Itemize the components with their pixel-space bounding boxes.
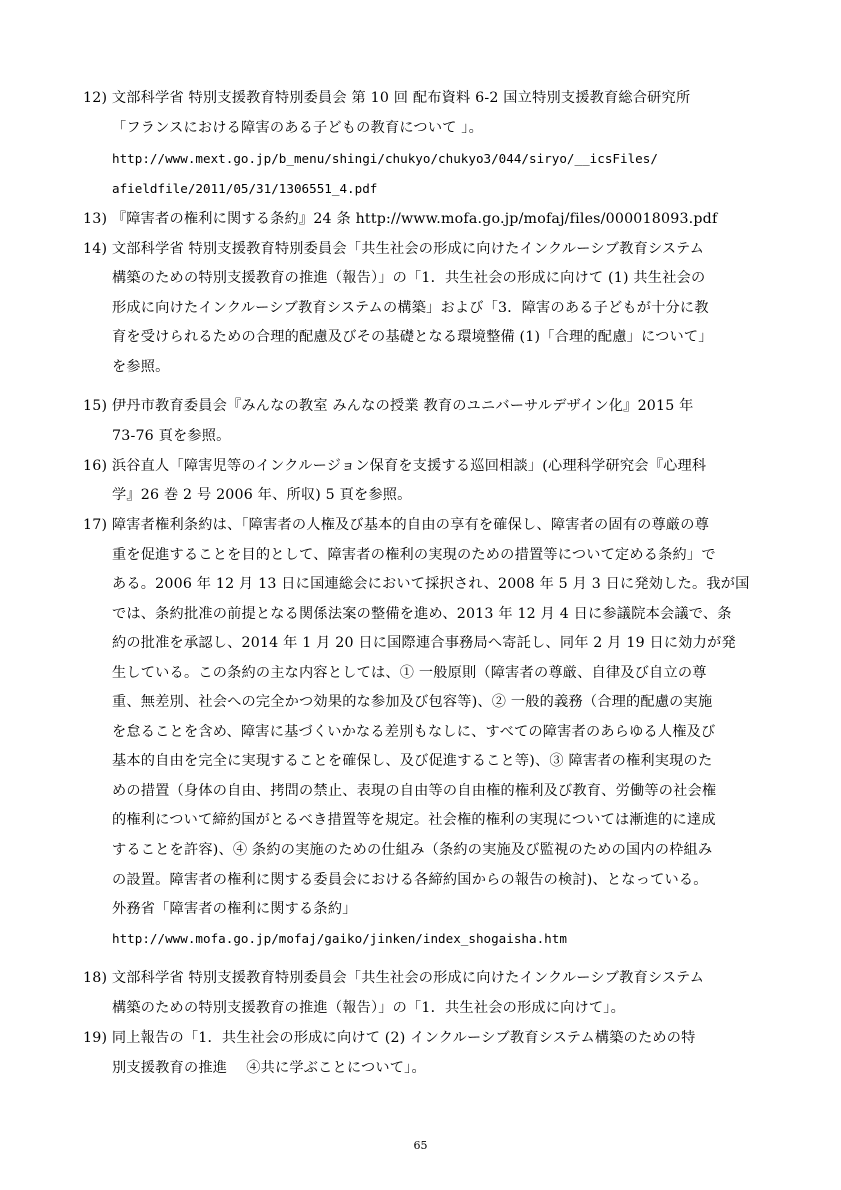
- note-17-line-14: 外務省「障害者の権利に関する条約」: [112, 901, 357, 917]
- note-18-line-2: 構築のための特別支援教育の推進（報告）」の「1．共生社会の形成に向けて」。: [112, 1000, 625, 1016]
- note-14-line-2: 構築のための特別支援教育の推進（報告）」の「1．共生社会の形成に向けて (1) 共生社会の: [112, 270, 706, 286]
- note-14-line-5: を参照。: [112, 359, 170, 375]
- note-14-line-1: 14) 文部科学省 特別支援教育特別委員会「共生社会の形成に向けたインクルーシブ教育システム: [83, 241, 705, 257]
- note-16-line-1: 16) 浜谷直人「障害児等のインクルージョン保育を支援する巡回相談」(心理科学研究会『心理科: [83, 458, 707, 474]
- note-17-line-8: を怠ることを含め、障害に基づくいかなる差別もなしに、すべての障害者のあらゆる人権及び: [112, 724, 716, 740]
- note-17-line-7: 重、無差別、社会への完全かつ効果的な参加及び包容等)、② 一般的義務（合理的配慮の実施: [112, 694, 713, 710]
- note-17-line-4: では、条約批准の前提となる関係法案の整備を進め、2013 年 12 月 4 日に参議院本会議で、条: [112, 606, 732, 622]
- note-17-url-1[interactable]: http://www.mofa.go.jp/mofaj/gaiko/jinken/index_shogaisha.htm: [112, 931, 567, 946]
- note-14-line-4: 育を受けられるための合理的配慮及びその基礎となる環境整備 (1)「合理的配慮」について」: [112, 329, 713, 345]
- note-18-line-1: 18) 文部科学省 特別支援教育特別委員会「共生社会の形成に向けたインクルーシブ教育システム: [83, 970, 705, 986]
- note-17-line-1: 17) 障害者権利条約は、「障害者の人権及び基本的自由の享有を確保し、障害者の固有の尊厳の尊: [83, 517, 710, 533]
- note-15-line-1: 15) 伊丹市教育委員会『みんなの教室 みんなの授業 教育のユニバーサルデザイン化』2015 年: [83, 398, 694, 414]
- page-number: 65: [413, 1139, 428, 1152]
- note-17-line-11: 的権利について締約国がとるべき措置等を規定。社会権的権利の実現については漸進的に達成: [112, 812, 716, 828]
- note-17-line-3: ある。2006 年 12 月 13 日に国連総会において採択され、2008 年 5 月 3 日に発効した。我が国: [112, 576, 750, 592]
- note-17-line-9: 基本的自由を完全に実現することを確保し、及び促進すること等)、③ 障害者の権利実現のた: [112, 753, 713, 769]
- note-17-line-10: めの措置（身体の自由、拷問の禁止、表現の自由等の自由権的権利及び教育、労働等の社会権: [112, 783, 717, 799]
- note-19-line-1: 19) 同上報告の「1．共生社会の形成に向けて (2) インクルーシブ教育システム構築のための特: [83, 1030, 696, 1046]
- note-19-line-2: 別支援教育の推進 ④共に学ぶことについて」。: [112, 1060, 426, 1076]
- note-17-line-5: 約の批准を承認し、2014 年 1 月 20 日に国際連合事務局へ寄託し、同年 2 月 19 日に効力が発: [112, 635, 736, 651]
- note-13-line-1: 13) 『障害者の権利に関する条約』24 条 http://www.mofa.go.jp/mofaj/files/000018093.pdf: [83, 211, 718, 227]
- note-17-line-12: することを許容)、④ 条約の実施のための仕組み（条約の実施及び監視のための国内の枠組み: [112, 842, 713, 858]
- note-17-line-2: 重を促進することを目的として、障害者の権利の実現のための措置等について定める条約」で: [112, 547, 716, 563]
- note-14-line-3: 形成に向けたインクルーシブ教育システムの構築」および「3．障害のある子どもが十分に教: [112, 300, 709, 316]
- note-12-line-1: 12) 文部科学省 特別支援教育特別委員会 第 10 回 配布資料 6-2 国立特別支援教育総合研究所: [83, 90, 691, 106]
- note-17-line-6: 生している。この条約の主な内容としては、① 一般原則（障害者の尊厳、自律及び自立の尊: [112, 665, 707, 681]
- note-12-url-1[interactable]: http://www.mext.go.jp/b_menu/shingi/chukyo/chukyo3/044/siryo/__icsFiles/: [112, 151, 658, 166]
- note-16-line-2: 学』26 巻 2 号 2006 年、所収) 5 頁を参照。: [112, 487, 412, 503]
- note-15-line-2: 73-76 頁を参照。: [112, 428, 231, 444]
- note-12-url-2[interactable]: afieldfile/2011/05/31/1306551_4.pdf: [112, 181, 378, 196]
- note-17-line-13: の設置。障害者の権利に関する委員会における各締約国からの報告の検討)、となっている。: [112, 872, 708, 888]
- note-12-line-2: 「フランスにおける障害のある子どもの教育について 」。: [112, 120, 483, 136]
